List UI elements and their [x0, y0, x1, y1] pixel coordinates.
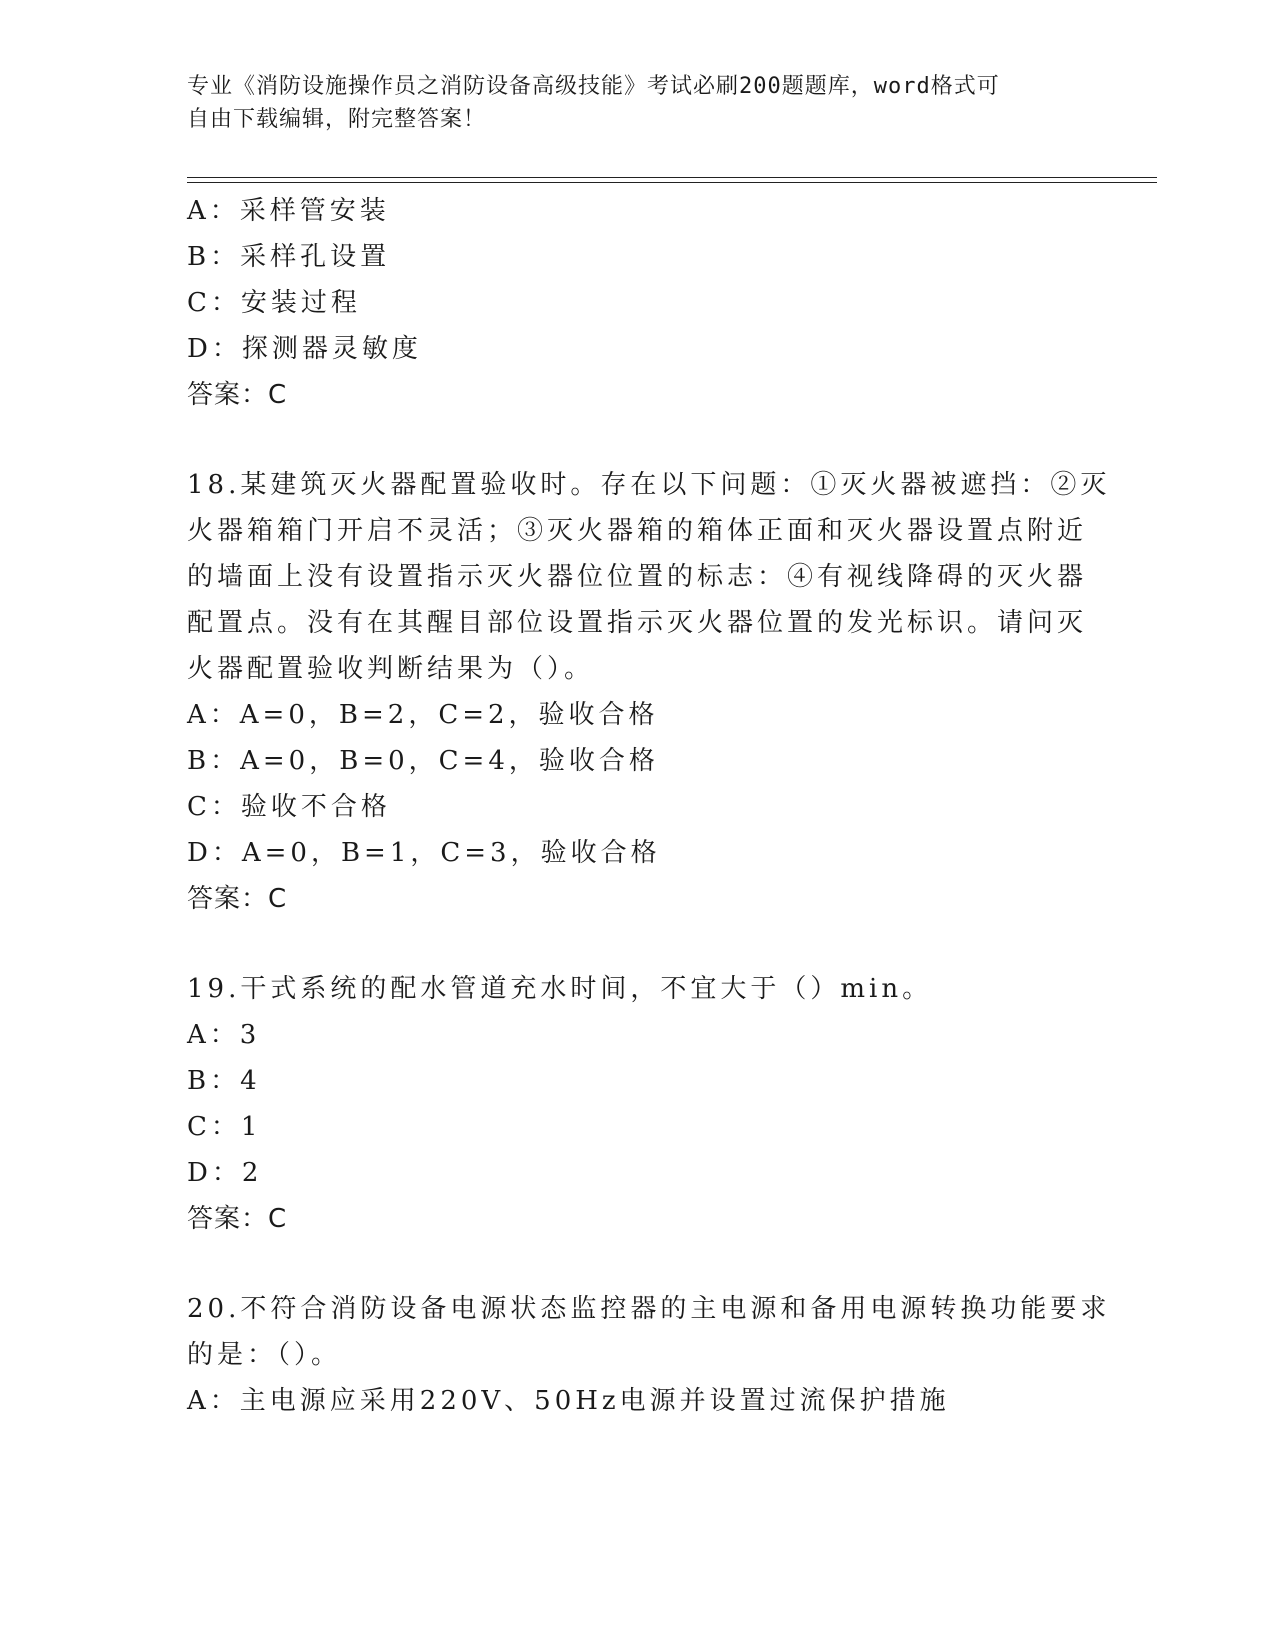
answer-line: 答案：C — [187, 1204, 288, 1234]
header-line-2: 自由下载编辑，附完整答案！ — [187, 107, 487, 132]
question-19 — [187, 966, 1087, 1242]
option-a: A：主电源应采用220V、50Hz电源并设置过流保护措施 — [187, 1386, 950, 1416]
spacer — [187, 922, 1087, 966]
header-divider-bottom — [187, 182, 1157, 183]
question-20 — [187, 1286, 1111, 1424]
document-body — [187, 188, 1111, 1424]
option-d: D：探测器灵敏度 — [187, 334, 422, 364]
question-text-line: 18.某建筑灭火器配置验收时。存在以下问题：①灭火器被遮挡：②灭 — [187, 470, 1111, 500]
option-d: D：A=0，B=1，C=3，验收合格 — [187, 838, 661, 868]
spacer — [187, 1242, 1087, 1286]
question-text-line: 配置点。没有在其醒目部位设置指示灭火器位置的发光标识。请问灭 — [187, 608, 1088, 638]
header-divider-top — [187, 177, 1157, 178]
document-header — [187, 70, 1067, 136]
option-a: A：A=0，B=2，C=2，验收合格 — [187, 700, 659, 730]
option-d: D：2 — [187, 1158, 263, 1188]
option-c: C：安装过程 — [187, 288, 361, 318]
question-text-line: 火器配置验收判断结果为（）。 — [187, 654, 595, 684]
option-b: B：采样孔设置 — [187, 242, 391, 272]
option-a: A：采样管安装 — [187, 196, 390, 226]
question-text-line: 19.干式系统的配水管道充水时间，不宜大于（）min。 — [187, 974, 933, 1004]
spacer — [187, 418, 1087, 462]
option-c: C：验收不合格 — [187, 792, 391, 822]
question-text-line: 火器箱箱门开启不灵活；③灭火器箱的箱体正面和灭火器设置点附近 — [187, 516, 1088, 546]
question-text-line: 20.不符合消防设备电源状态监控器的主电源和备用电源转换功能要求 — [187, 1294, 1111, 1324]
answer-line: 答案：C — [187, 380, 288, 410]
option-c: C：1 — [187, 1112, 262, 1142]
option-a: A：3 — [187, 1020, 261, 1050]
option-b: B：A=0，B=0，C=4，验收合格 — [187, 746, 659, 776]
header-line-1: 专业《消防设施操作员之消防设备高级技能》考试必刷200题题库，word格式可 — [187, 74, 1000, 99]
question-17-continuation — [187, 188, 1087, 418]
question-18 — [187, 462, 1111, 922]
answer-line: 答案：C — [187, 884, 288, 914]
question-text-line: 的是：（）。 — [187, 1340, 342, 1370]
option-b: B：4 — [187, 1066, 261, 1096]
question-text-line: 的墙面上没有设置指示灭火器位位置的标志：④有视线降碍的灭火器 — [187, 562, 1088, 592]
